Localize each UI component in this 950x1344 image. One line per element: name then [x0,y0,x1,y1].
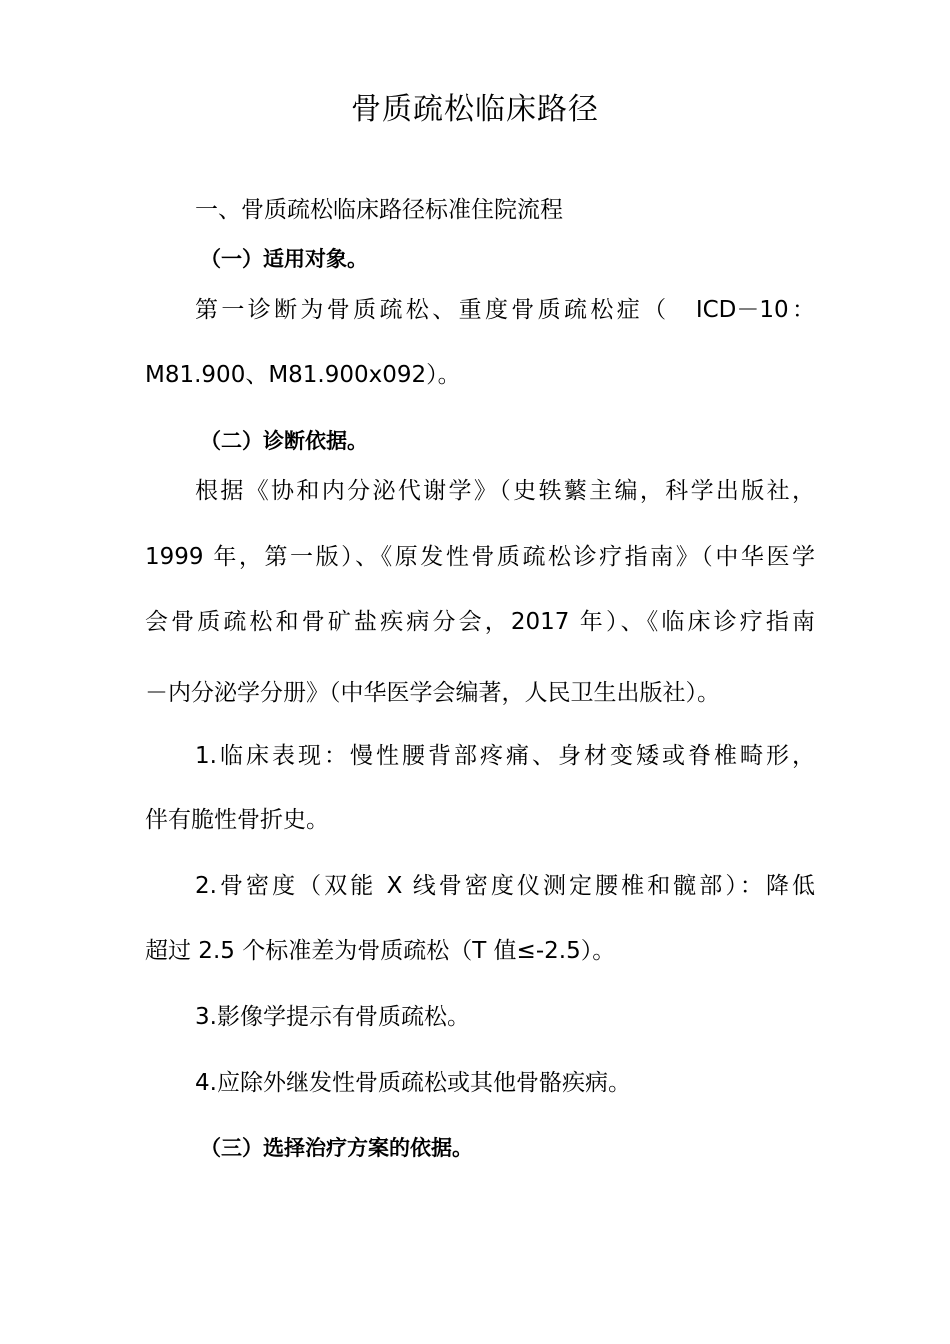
criterion-2-line-2: 超过 2.5 个标准差为骨质疏松（T 值≤-2.5）。 [145,938,616,964]
subsection-heading-applicable: （一）适用对象。 [200,246,368,271]
criterion-1-line-1: 1.临床表现：慢性腰背部疼痛、身材变矮或脊椎畸形， [195,743,815,769]
subsection-heading-diagnosis: （二）诊断依据。 [200,428,368,453]
applicable-text-line-2: M81.900、M81.900x092）。 [145,362,461,388]
criterion-3: 3.影像学提示有骨质疏松。 [195,1004,470,1030]
subsection-heading-treatment: （三）选择治疗方案的依据。 [200,1135,473,1160]
basis-text-line-2: 1999 年，第一版）、《原发性骨质疏松诊疗指南》（中华医学 [145,544,815,570]
basis-text-line-3: 会骨质疏松和骨矿盐疾病分会，2017 年）、《临床诊疗指南 [145,609,815,635]
applicable-text-line-1: 第一诊断为骨质疏松、重度骨质疏松症（ ICD－10： [195,297,815,323]
criterion-1-line-2: 伴有脆性骨折史。 [145,807,329,833]
basis-text-line-1: 根据《协和内分泌代谢学》（史轶蘩主编，科学出版社， [195,478,815,504]
criterion-2-line-1: 2.骨密度（双能 X 线骨密度仪测定腰椎和髋部）：降低 [195,873,815,899]
section-heading: 一、骨质疏松临床路径标准住院流程 [195,197,563,223]
document-title: 骨质疏松临床路径 [351,92,599,127]
criterion-4: 4.应除外继发性骨质疏松或其他骨骼疾病。 [195,1070,631,1096]
basis-text-line-4: －内分泌学分册》（中华医学会编著，人民卫生出版社）。 [145,680,720,706]
